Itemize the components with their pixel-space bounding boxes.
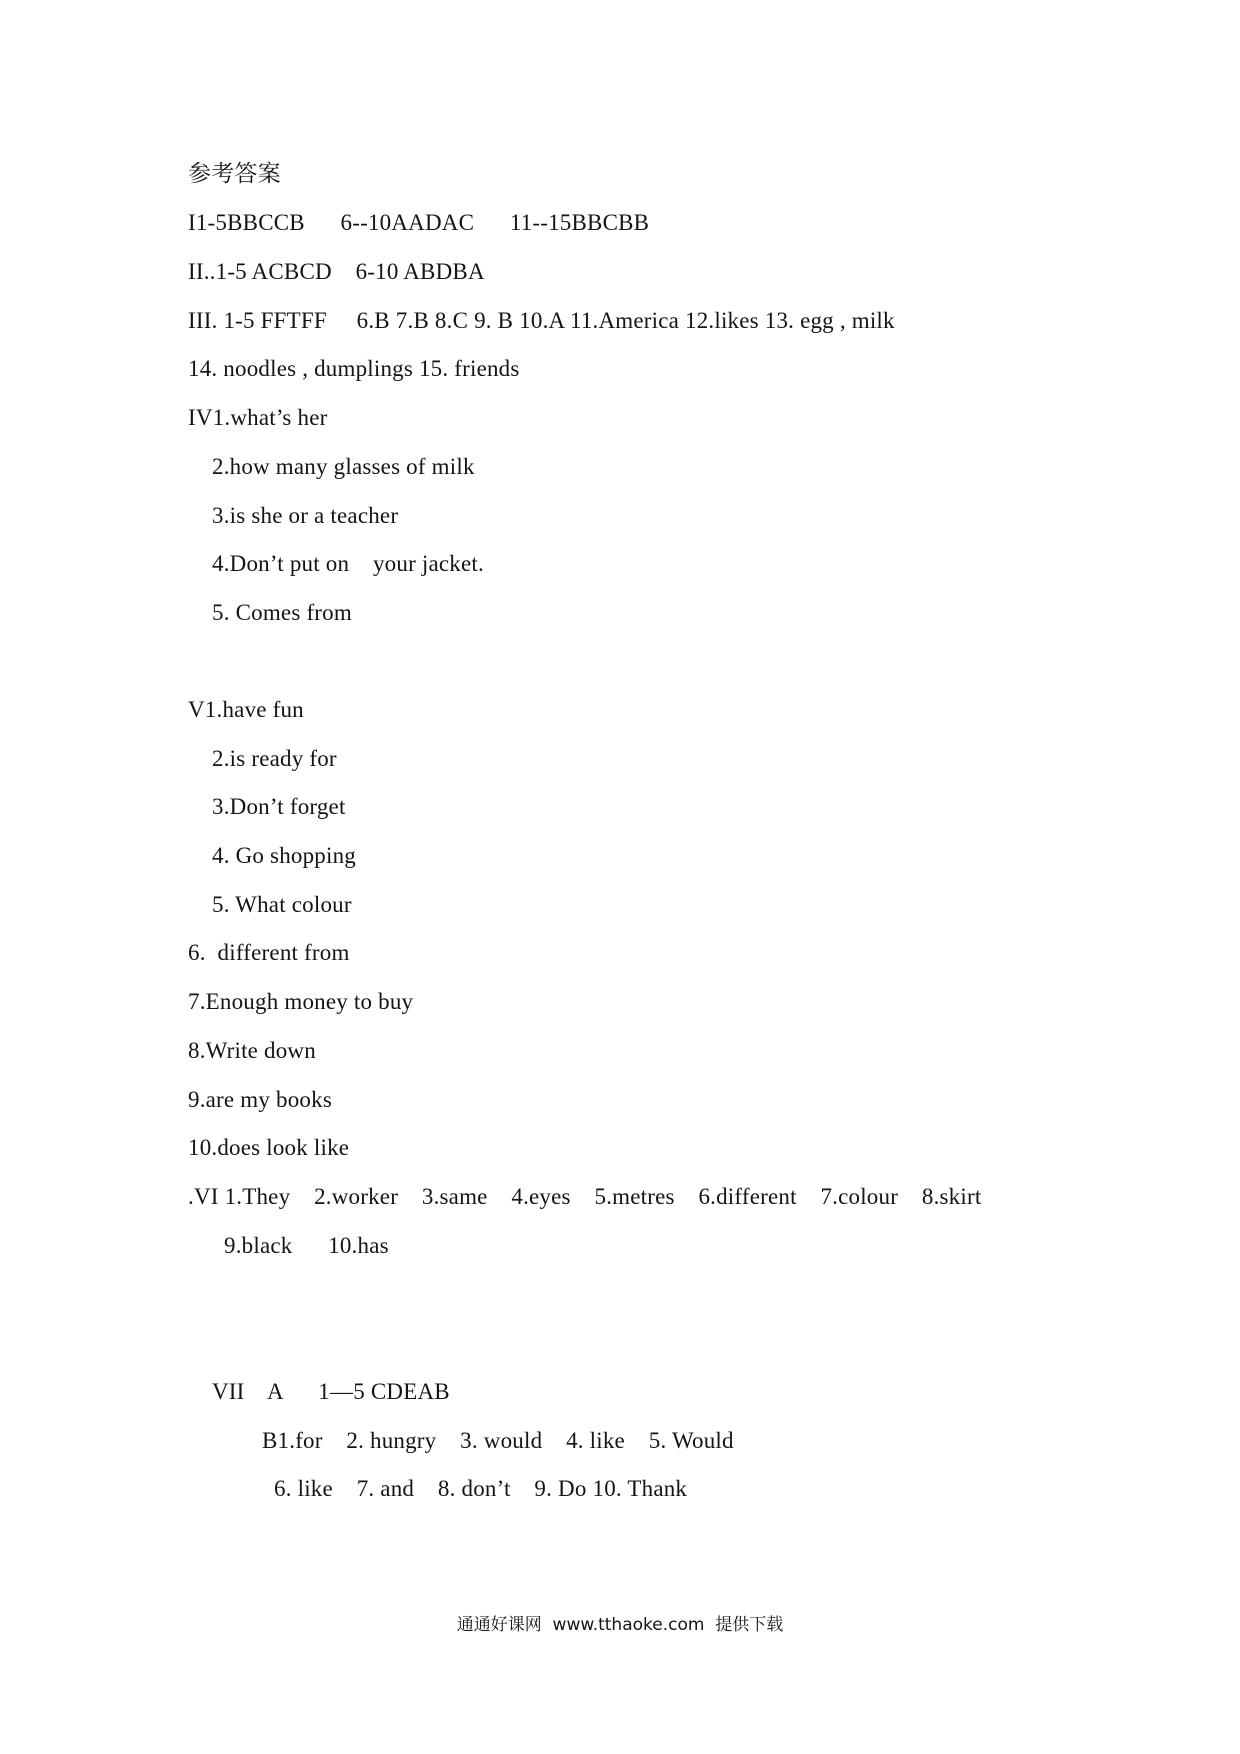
answer-line-section-4-item-2: 2.how many glasses of milk [212,454,475,479]
page-heading: 参考答案 [188,161,281,187]
answer-line-section-5-item-3: 3.Don’t forget [212,794,346,819]
answer-line-section-1: I1-5BBCCB 6--10AADAC 11--15BBCBB [188,210,650,235]
answer-line-section-4-item-1: IV1.what’s her [188,405,328,430]
answer-line-section-3: III. 1-5 FFTFF 6.B 7.B 8.C 9. B 10.A 11.America 12.likes 13. egg , milk [188,308,895,333]
answer-line-section-5-item-4: 4. Go shopping [212,843,357,868]
answer-line-section-5-item-1: V1.have fun [188,697,304,722]
answer-line-section-5-item-10: 10.does look like [188,1135,350,1160]
answer-line-section-4-item-3: 3.is she or a teacher [212,503,399,528]
answer-line-section-5-item-7: 7.Enough money to buy [188,989,414,1014]
answer-line-section-5-item-6: 6. different from [188,940,350,965]
answer-line-section-3-cont: 14. noodles , dumplings 15. friends [188,356,520,381]
answer-line-section-4-item-5: 5. Comes from [212,600,352,625]
answer-line-section-2: II..1-5 ACBCD 6-10 ABDBA [188,259,485,284]
answer-line-section-7-part-b: B1.for 2. hungry 3. would 4. like 5. Would [262,1428,734,1453]
answer-line-section-6: .VI 1.They 2.worker 3.same 4.eyes 5.metres 6.different 7.colour 8.skirt [188,1184,982,1209]
answer-line-section-5-item-8: 8.Write down [188,1038,316,1063]
answer-line-section-7-part-a: VII A 1—5 CDEAB [212,1379,450,1404]
answer-line-section-4-item-4: 4.Don’t put on your jacket. [212,551,484,576]
footer-source-note: 通通好课网 www.tthaoke.com 提供下载 [456,1615,784,1635]
answer-line-section-5-item-5: 5. What colour [212,892,352,917]
answer-line-section-7-part-b-cont: 6. like 7. and 8. don’t 9. Do 10. Thank [274,1476,688,1501]
answer-line-section-6-cont: 9.black 10.has [224,1233,389,1258]
answer-line-section-5-item-2: 2.is ready for [212,746,337,771]
answer-line-section-5-item-9: 9.are my books [188,1087,332,1112]
